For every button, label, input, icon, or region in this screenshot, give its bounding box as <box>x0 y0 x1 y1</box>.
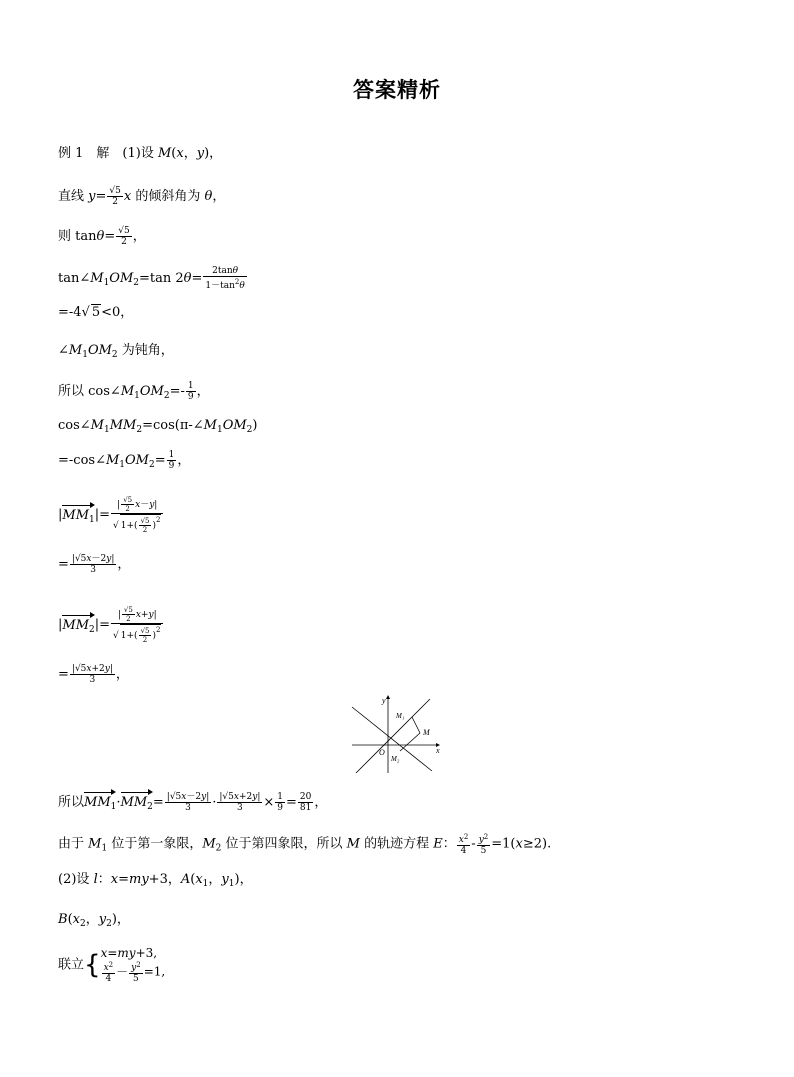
solution-line-3: 则 tanθ= $\frac{√5}{2}$ ， <box>58 226 146 247</box>
solution-line-15: 由于 $M_1$ 位于第一象限，$M_2$ 位于第四象限，所以 M 的轨迹方程 E： $\frac{x^2}{4}$ - $\frac{y^2}{5}$ =1(x≥2). <box>58 833 552 856</box>
solution-line-8: $\cos\angle M_1MM_2=\cos(\pi-\angle M_1OM_2)$ <box>58 418 258 435</box>
solution-line-13: = $\frac{|√5x+2y|}{3}$ ， <box>58 664 129 685</box>
x-axis-label: x <box>436 746 440 755</box>
point-m-label: M <box>423 728 430 737</box>
solution-line-10: $|MM_1|=$ | $\frac{√5}{2}$ x－y| √ 1+( $\frac{√5}{2}$ )$^2$ <box>58 496 164 534</box>
solution-line-4: $\tan\angle M_1OM_2=\tan$ 2θ= $\frac{2\tan\theta}{1-\tan^2\theta}$ <box>58 266 245 291</box>
y-axis-arrow <box>386 695 390 699</box>
y-axis-label: y <box>382 696 386 705</box>
point-m2-label: M₂ <box>391 755 400 763</box>
solution-line-17: $B(x_2$，$y_2$)， <box>58 912 130 929</box>
segment-mm2 <box>400 733 420 751</box>
point-m1-label: M₁ <box>396 712 405 720</box>
origin-label: O <box>379 748 385 757</box>
solution-line-7: 所以 $\cos\angle M_1OM_2=-$ $\frac{1}{9}$ ， <box>58 381 210 402</box>
solution-line-14: 所以$MM_1\cdot MM_2=$ $\frac{|√5x-2y|}{3}$ · $\frac{|√5x+2y|}{3}$ × $\frac{1}{9}$ = $\frac{20}{81}$ ， <box>58 792 328 813</box>
solution-line-2: 直线 y= $\frac{√5}{2}$ x 的倾斜角为 θ， <box>58 186 226 207</box>
solution-line-18: 联立{x=my+3, $\frac{x^2}{4}$ － $\frac{y^2}{5}$ =1, <box>58 946 166 984</box>
solution-line-12: $|MM_2|=$ | $\frac{√5}{2}$ x+y| √ 1+( $\frac{√5}{2}$ )$^2$ <box>58 606 164 644</box>
page-title: 答案精析 <box>353 77 441 102</box>
solution-line-6: $\angle M_1OM_2$ 为钝角， <box>58 343 174 360</box>
solution-line-16: (2)设 l：x=my+3，$A(x_1$，$y_1$)， <box>58 872 253 889</box>
solution-line-11: = $\frac{|√5x-2y|}{3}$ ， <box>58 554 131 575</box>
geometry-figure <box>348 693 444 773</box>
solution-line-5: =-4√ 5<0， <box>58 305 134 320</box>
segment-mm1 <box>412 717 420 733</box>
solution-line-9: $=-\cos\angle M_1OM_2=$ $\frac{1}{9}$ ， <box>58 450 191 471</box>
solution-line-1: 例 1 解 (1)设 M(x，y)， <box>58 146 223 161</box>
